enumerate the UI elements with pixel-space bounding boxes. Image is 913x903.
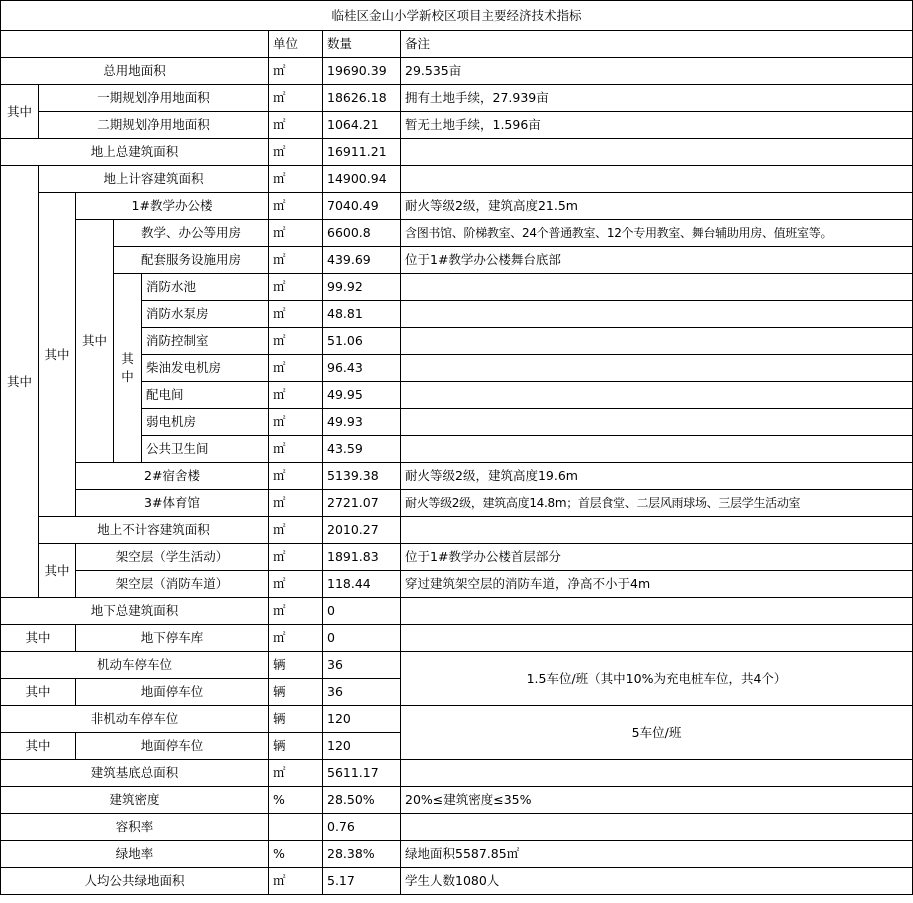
row-label: 人均公共绿地面积 xyxy=(1,868,269,895)
row-note xyxy=(401,814,913,841)
row-label: 机动车停车位 xyxy=(1,652,269,679)
table-row xyxy=(1,571,913,598)
row-unit: ㎡ xyxy=(269,463,323,490)
row-label: 地上计容建筑面积 xyxy=(39,166,269,193)
row-qty: 2721.07 xyxy=(323,490,401,517)
row-label: 容积率 xyxy=(1,814,269,841)
row-qty: 2010.27 xyxy=(323,517,401,544)
row-label: 二期规划净用地面积 xyxy=(39,112,269,139)
row-unit: ㎡ xyxy=(269,301,323,328)
row-label: 架空层（消防车道） xyxy=(76,571,269,598)
row-unit: ㎡ xyxy=(269,868,323,895)
table-row xyxy=(1,544,913,571)
row-label: 绿地率 xyxy=(1,841,269,868)
row-label: 地上不计容建筑面积 xyxy=(39,517,269,544)
row-qty: 7040.49 xyxy=(323,193,401,220)
group-label: 其中 xyxy=(76,220,114,463)
header-qty: 数量 xyxy=(323,31,401,58)
row-note xyxy=(401,598,913,625)
row-label: 配套服务设施用房 xyxy=(114,247,269,274)
row-unit: ㎡ xyxy=(269,220,323,247)
row-unit: ㎡ xyxy=(269,166,323,193)
row-unit: ㎡ xyxy=(269,544,323,571)
row-qty: 5139.38 xyxy=(323,463,401,490)
row-qty: 16911.21 xyxy=(323,139,401,166)
table-row xyxy=(1,652,913,679)
row-label: 消防控制室 xyxy=(142,328,269,355)
row-label: 柴油发电机房 xyxy=(142,355,269,382)
table-row xyxy=(1,139,913,166)
row-unit: ㎡ xyxy=(269,247,323,274)
group-label: 其中 xyxy=(39,193,76,517)
row-qty: 36 xyxy=(323,679,401,706)
row-qty: 48.81 xyxy=(323,301,401,328)
row-unit: 辆 xyxy=(269,652,323,679)
row-note xyxy=(401,166,913,193)
row-unit: ㎡ xyxy=(269,409,323,436)
header-note: 备注 xyxy=(401,31,913,58)
table-row xyxy=(1,58,913,85)
row-qty: 118.44 xyxy=(323,571,401,598)
row-unit: % xyxy=(269,787,323,814)
row-unit: ㎡ xyxy=(269,139,323,166)
row-qty: 49.93 xyxy=(323,409,401,436)
row-qty: 439.69 xyxy=(323,247,401,274)
row-label: 教学、办公等用房 xyxy=(114,220,269,247)
row-label: 一期规划净用地面积 xyxy=(39,85,269,112)
row-qty: 0 xyxy=(323,625,401,652)
row-label: 消防水池 xyxy=(142,274,269,301)
table-row xyxy=(1,490,913,517)
row-note: 耐火等级2级，建筑高度21.5m xyxy=(401,193,913,220)
table-row xyxy=(1,760,913,787)
row-qty: 120 xyxy=(323,733,401,760)
row-qty: 43.59 xyxy=(323,436,401,463)
row-label: 架空层（学生活动） xyxy=(76,544,269,571)
table-row xyxy=(1,247,913,274)
row-qty: 28.50% xyxy=(323,787,401,814)
table-row xyxy=(1,463,913,490)
group-label: 其中 xyxy=(1,733,76,760)
group-label: 其中 xyxy=(1,166,39,598)
row-label: 地下总建筑面积 xyxy=(1,598,269,625)
table-row xyxy=(1,841,913,868)
row-note: 耐火等级2级，建筑高度14.8m；首层食堂、二层风雨球场、三层学生活动室 xyxy=(401,490,913,517)
row-note: 含图书馆、阶梯教室、24个普通教室、12个专用教室、舞台辅助用房、值班室等。 xyxy=(401,220,913,247)
row-note: 穿过建筑架空层的消防车道，净高不小于4m xyxy=(401,571,913,598)
row-label: 消防水泵房 xyxy=(142,301,269,328)
row-qty: 36 xyxy=(323,652,401,679)
group-label-vertical: 其 中 xyxy=(114,274,142,463)
table-row xyxy=(1,112,913,139)
row-note xyxy=(401,382,913,409)
row-note xyxy=(401,355,913,382)
row-unit: ㎡ xyxy=(269,436,323,463)
row-qty: 51.06 xyxy=(323,328,401,355)
table-row xyxy=(1,706,913,733)
row-qty: 99.92 xyxy=(323,274,401,301)
row-qty: 96.43 xyxy=(323,355,401,382)
table-row xyxy=(1,868,913,895)
row-unit: ㎡ xyxy=(269,58,323,85)
row-unit: ㎡ xyxy=(269,328,323,355)
row-note: 拥有土地手续，27.939亩 xyxy=(401,85,913,112)
row-qty: 0.76 xyxy=(323,814,401,841)
group-label: 其中 xyxy=(39,544,76,598)
row-label: 地面停车位 xyxy=(76,733,269,760)
row-unit: ㎡ xyxy=(269,85,323,112)
row-qty: 19690.39 xyxy=(323,58,401,85)
row-label: 地上总建筑面积 xyxy=(1,139,269,166)
table-row xyxy=(1,220,913,247)
row-note xyxy=(401,517,913,544)
row-label: 配电间 xyxy=(142,382,269,409)
table-title: 临桂区金山小学新校区项目主要经济技术指标 xyxy=(1,1,913,31)
table-row xyxy=(1,517,913,544)
row-label: 弱电机房 xyxy=(142,409,269,436)
row-note: 20%≤建筑密度≤35% xyxy=(401,787,913,814)
row-unit: 辆 xyxy=(269,679,323,706)
row-label: 2#宿舍楼 xyxy=(76,463,269,490)
row-unit: ㎡ xyxy=(269,274,323,301)
row-unit: ㎡ xyxy=(269,598,323,625)
row-qty: 120 xyxy=(323,706,401,733)
row-note xyxy=(401,760,913,787)
row-unit: ㎡ xyxy=(269,625,323,652)
row-unit: ㎡ xyxy=(269,571,323,598)
table-row xyxy=(1,598,913,625)
table-row xyxy=(1,814,913,841)
row-note: 29.535亩 xyxy=(401,58,913,85)
row-note xyxy=(401,409,913,436)
row-label: 建筑密度 xyxy=(1,787,269,814)
table-row xyxy=(1,787,913,814)
row-qty: 5.17 xyxy=(323,868,401,895)
table-row xyxy=(1,85,913,112)
row-qty: 1064.21 xyxy=(323,112,401,139)
table-row xyxy=(1,274,913,301)
row-label: 总用地面积 xyxy=(1,58,269,85)
row-unit: ㎡ xyxy=(269,517,323,544)
row-unit: ㎡ xyxy=(269,490,323,517)
row-label: 公共卫生间 xyxy=(142,436,269,463)
header-item-cell xyxy=(1,31,269,58)
row-unit xyxy=(269,814,323,841)
row-qty: 6600.8 xyxy=(323,220,401,247)
row-unit: ㎡ xyxy=(269,355,323,382)
header-unit: 单位 xyxy=(269,31,323,58)
group-label: 其中 xyxy=(1,85,39,139)
row-unit: 辆 xyxy=(269,733,323,760)
row-note xyxy=(401,436,913,463)
group-label: 其中 xyxy=(1,625,76,652)
row-label: 3#体育馆 xyxy=(76,490,269,517)
row-unit: ㎡ xyxy=(269,760,323,787)
row-note: 5车位/班 xyxy=(401,706,913,760)
row-qty: 28.38% xyxy=(323,841,401,868)
table-row xyxy=(1,193,913,220)
table-row xyxy=(1,166,913,193)
row-note: 耐火等级2级，建筑高度19.6m xyxy=(401,463,913,490)
row-note xyxy=(401,274,913,301)
row-label: 非机动车停车位 xyxy=(1,706,269,733)
row-note: 位于1#教学办公楼舞台底部 xyxy=(401,247,913,274)
row-note: 学生人数1080人 xyxy=(401,868,913,895)
row-label: 地下停车库 xyxy=(76,625,269,652)
row-label: 建筑基底总面积 xyxy=(1,760,269,787)
row-unit: ㎡ xyxy=(269,112,323,139)
table-row xyxy=(1,625,913,652)
row-qty: 14900.94 xyxy=(323,166,401,193)
row-unit: ㎡ xyxy=(269,193,323,220)
row-qty: 0 xyxy=(323,598,401,625)
group-label: 其中 xyxy=(1,679,76,706)
row-note: 位于1#教学办公楼首层部分 xyxy=(401,544,913,571)
row-note: 1.5车位/班（其中10%为充电桩车位，共4个） xyxy=(401,652,913,706)
row-note xyxy=(401,139,913,166)
row-note: 绿地面积5587.85㎡ xyxy=(401,841,913,868)
row-note: 暂无土地手续，1.596亩 xyxy=(401,112,913,139)
row-qty: 1891.83 xyxy=(323,544,401,571)
row-qty: 49.95 xyxy=(323,382,401,409)
row-note xyxy=(401,328,913,355)
row-unit: % xyxy=(269,841,323,868)
row-label: 1#教学办公楼 xyxy=(76,193,269,220)
row-unit: ㎡ xyxy=(269,382,323,409)
row-label: 地面停车位 xyxy=(76,679,269,706)
row-note xyxy=(401,301,913,328)
row-qty: 5611.17 xyxy=(323,760,401,787)
row-qty: 18626.18 xyxy=(323,85,401,112)
row-unit: 辆 xyxy=(269,706,323,733)
row-note xyxy=(401,625,913,652)
